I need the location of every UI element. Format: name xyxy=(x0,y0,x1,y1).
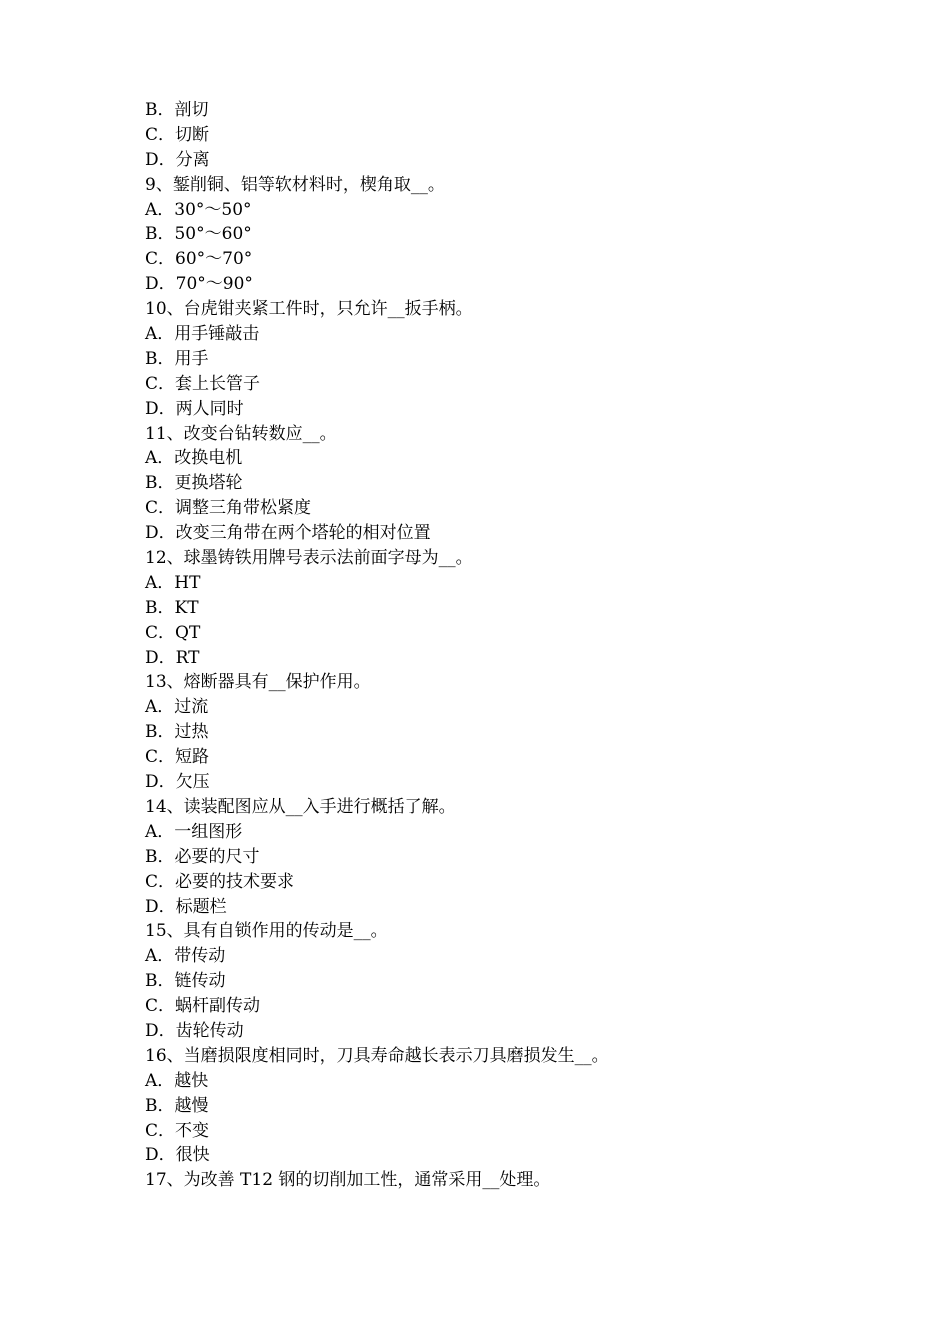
option-line: A．用手锤敲击 xyxy=(145,324,260,345)
option-line: B．必要的尺寸 xyxy=(145,846,260,867)
option-line: D．分离 xyxy=(145,149,210,170)
option-line: A．30°～50° xyxy=(145,199,252,220)
question-list xyxy=(145,98,845,1193)
question-line: 9、錾削铜、铝等软材料时，楔角取__。 xyxy=(145,174,445,195)
question-line: 10、台虎钳夹紧工件时，只允许__扳手柄。 xyxy=(145,299,473,320)
option-line: B．过热 xyxy=(145,722,209,743)
option-line: C．不变 xyxy=(145,1120,210,1141)
option-line: A．带传动 xyxy=(145,946,226,967)
option-line: D．两人同时 xyxy=(145,398,244,419)
option-line: B．更换塔轮 xyxy=(145,473,243,494)
option-line: C．调整三角带松紧度 xyxy=(145,498,312,519)
option-line: D．齿轮传动 xyxy=(145,1020,244,1041)
option-line: D．很快 xyxy=(145,1145,210,1166)
option-line: B．KT xyxy=(145,597,199,618)
option-line: D．标题栏 xyxy=(145,896,227,917)
option-line: B．链传动 xyxy=(145,971,226,992)
option-line: C．60°～70° xyxy=(145,249,253,270)
option-line: D．RT xyxy=(145,647,200,668)
option-line: A．HT xyxy=(145,572,201,593)
option-line: B．越慢 xyxy=(145,1095,209,1116)
option-line: C．短路 xyxy=(145,747,210,768)
option-line: C．套上长管子 xyxy=(145,373,261,394)
option-line: A．一组图形 xyxy=(145,821,243,842)
option-line: C．必要的技术要求 xyxy=(145,871,295,892)
option-line: B．50°～60° xyxy=(145,224,252,245)
question-line: 16、当磨损限度相同时，刀具寿命越长表示刀具磨损发生__。 xyxy=(145,1045,609,1066)
question-line: 17、为改善 T12 钢的切削加工性，通常采用__处理。 xyxy=(145,1170,551,1191)
question-line: 11、改变台钻转数应__。 xyxy=(145,423,337,444)
option-line: B．用手 xyxy=(145,348,209,369)
option-line: C．切断 xyxy=(145,124,210,145)
question-line: 13、熔断器具有__保护作用。 xyxy=(145,672,371,693)
option-line: D．欠压 xyxy=(145,772,210,793)
option-line: A．改换电机 xyxy=(145,448,243,469)
option-line: C．蜗杆副传动 xyxy=(145,996,261,1017)
option-line: A．越快 xyxy=(145,1070,209,1091)
question-line: 12、球墨铸铁用牌号表示法前面字母为__。 xyxy=(145,548,473,569)
option-line: D．改变三角带在两个塔轮的相对位置 xyxy=(145,523,431,544)
option-line: C．QT xyxy=(145,622,201,643)
question-line: 14、读装配图应从__入手进行概括了解。 xyxy=(145,796,456,817)
option-line: D．70°～90° xyxy=(145,274,253,295)
option-line: A．过流 xyxy=(145,697,209,718)
option-line: B．剖切 xyxy=(145,100,209,120)
question-line: 15、具有自锁作用的传动是__。 xyxy=(145,921,388,942)
